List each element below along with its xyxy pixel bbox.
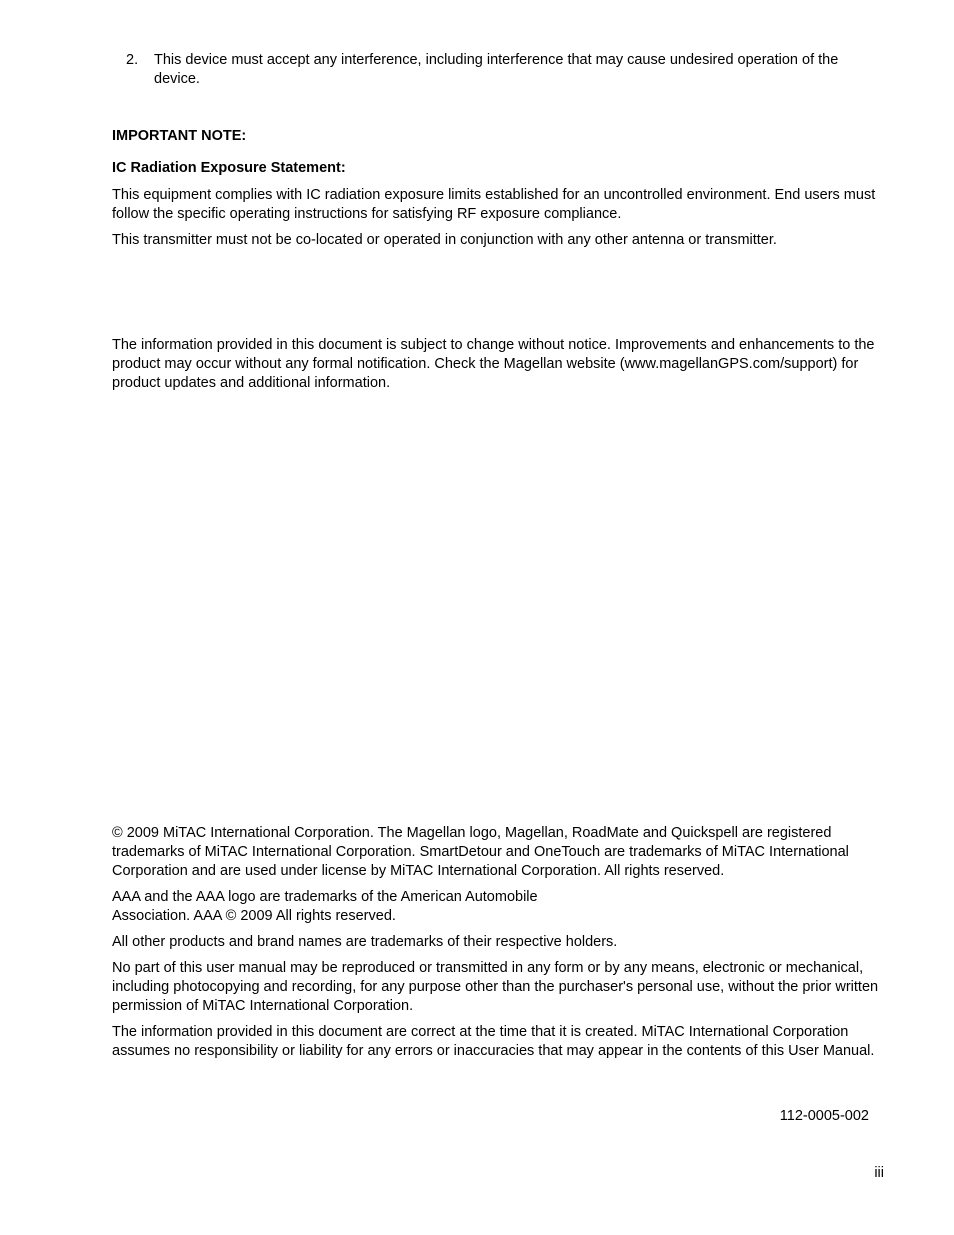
other-brands-paragraph: All other products and brand names are trademarks of their respective holders. [112,934,618,950]
copyright-paragraph: © 2009 MiTAC International Corporation. The Magellan logo, Magellan, RoadMate and Quickspell are registered trademarks of MiTAC International Corporation. SmartDetour and OneTouch are trademarks of MiTAC International Corporation and are used under license by MiTAC International Corporation. All rights reserved. [112,825,849,879]
page-number: iii [874,1165,884,1181]
list-item-2 [126,51,886,89]
list-item-text: This device must accept any interference, including interference that may cause undesired operation of the device. [154,52,839,87]
no-reproduction-paragraph: No part of this user manual may be reproduced or transmitted in any form or by any means, electronic or mechanical, including photocopying and recording, for any purpose other than the purchaser's personal use, without the prior written permission of MiTAC International Corporation. [112,960,879,1014]
accuracy-disclaimer-paragraph: The information provided in this document are correct at the time that it is created. MiTAC International Corporation assumes no responsibility or liability for any errors or inaccuracies that may appear in the contents of this User Manual. [112,1024,875,1059]
important-note-heading-block [112,127,884,146]
important-note-heading: IMPORTANT NOTE: [112,128,247,144]
document-number: 112-0005-002 [779,1108,869,1124]
ic-radiation-paragraph-2: This transmitter must not be co-located or operated in conjunction with any other antenna or transmitter. [112,232,777,248]
ic-radiation-section [112,159,884,250]
change-notice-paragraph: The information provided in this document is subject to change without notice. Improvements and enhancements to the product may occur without any formal notification. Check the Magellan website (www.magellanGPS.com/support) for product updates and additional information. [112,337,875,391]
list-item-number: 2. [126,52,139,68]
change-notice-block [112,336,884,393]
aaa-trademark-line-1: AAA and the AAA logo are trademarks of the American Automobile [112,889,538,905]
ic-radiation-paragraph-1: This equipment complies with IC radiation exposure limits established for an uncontrolled environment. End users must follow the specific operating instructions for satisfying RF exposure compliance. [112,187,876,222]
legal-section [112,824,884,1061]
ic-radiation-heading: IC Radiation Exposure Statement: [112,160,346,176]
aaa-trademark-line-2: Association. AAA © 2009 All rights reserved. [112,908,396,924]
